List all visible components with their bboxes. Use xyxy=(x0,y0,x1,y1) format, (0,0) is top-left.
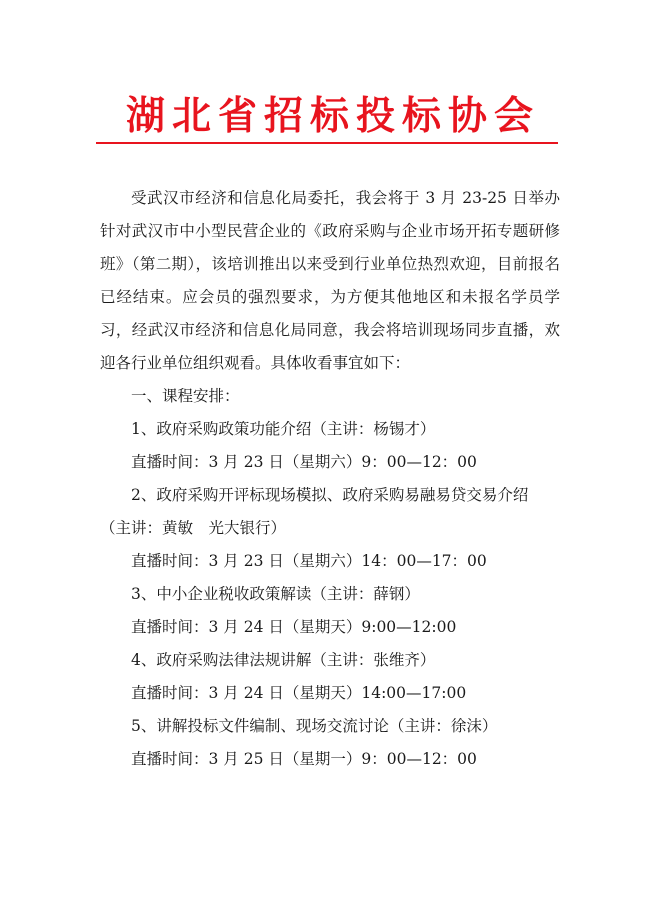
course-5-time: 直播时间：3 月 25 日（星期一）9：00—12：00 xyxy=(131,750,477,768)
course-4-title: 4、政府采购法律法规讲解（主讲：张维齐） xyxy=(131,651,436,669)
course-3-title: 3、中小企业税收政策解读（主讲：薛钢） xyxy=(131,585,420,603)
intro-paragraph: 受武汉市经济和信息化局委托，我会将于 3 月 23-25 日举办针对武汉市中小型民营企业的《政府采购与企业市场开拓专题研修班》（第二期），该培训推出以来受到行业单位热烈欢迎，目前报名已经结束。应会员的强烈要求，为方便其他地区和未报名学员学习，经武汉市经济和信息化局同意，我会将培训现场同步直播，欢迎各行业单位组织观看。具体收看事宜如下： xyxy=(100,189,560,372)
course-1-time: 直播时间：3 月 23 日（星期六）9：00—12：00 xyxy=(131,453,477,471)
course-1-title: 1、政府采购政策功能介绍（主讲：杨锡才） xyxy=(131,420,436,438)
section-heading: 一、课程安排： xyxy=(131,387,240,405)
course-2-title-line2: （主讲：黄敏 光大银行） xyxy=(100,519,287,537)
course-2-title-line1: 2、政府采购开评标现场模拟、政府采购易融易贷交易介绍 xyxy=(131,486,529,504)
course-4-time: 直播时间：3 月 24 日（星期天）14:00—17:00 xyxy=(131,684,467,702)
course-5-title: 5、讲解投标文件编制、现场交流讨论（主讲：徐沫） xyxy=(131,717,498,735)
organization-title: 湖北省招标投标协会 xyxy=(125,93,540,139)
header-red-rule xyxy=(96,142,558,144)
document-body xyxy=(100,182,560,776)
course-3-time: 直播时间：3 月 24 日（星期天）9:00—12:00 xyxy=(131,618,457,636)
course-2-time: 直播时间：3 月 23 日（星期六）14：00—17：00 xyxy=(131,552,487,570)
